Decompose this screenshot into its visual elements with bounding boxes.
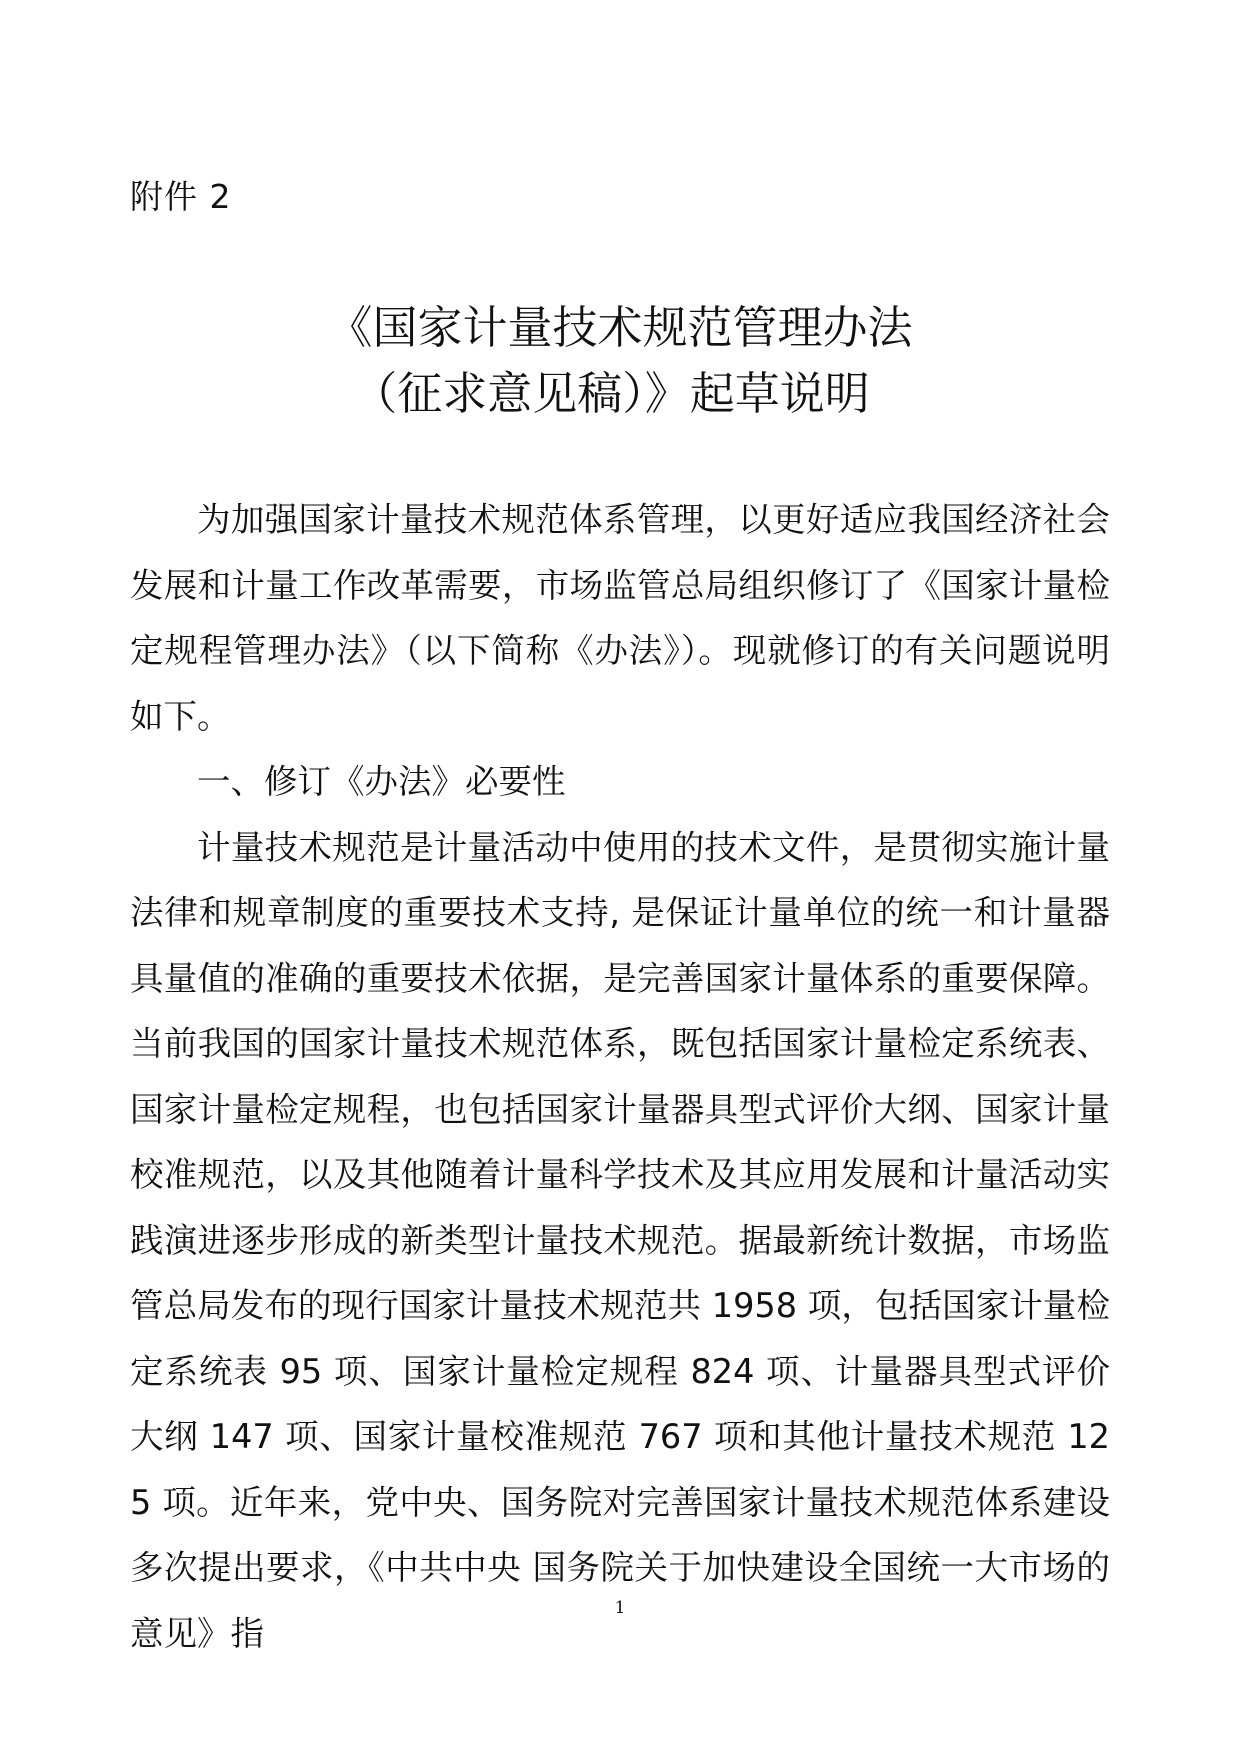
document-body <box>130 487 1110 1666</box>
title-line-1: 《国家计量技术规范管理办法 <box>327 301 913 354</box>
title-line-2: （征求意见稿）》起草说明 <box>352 367 870 420</box>
document-title <box>0 295 1240 427</box>
page-number: 1 <box>614 1598 626 1618</box>
section-heading: 一、修订《办法》必要性 <box>197 762 566 801</box>
intro-paragraph: 为加强国家计量技术规范体系管理，以更好适应我国经济社会发展和计量工作改革需要，市场监管总局组织修订了《国家计量检定规程管理办法》（以下简称《办法》）。现就修订的有关问题说明如下。 <box>130 500 1110 736</box>
body-paragraph: 计量技术规范是计量活动中使用的技术文件，是贯彻实施计量法律和规章制度的重要技术支持, 是保证计量单位的统一和计量器具量值的准确的重要技术依据，是完善国家计量体系的重要保障。当前我国的国家计量技术规范体系，既包括国家计量检定系统表、国家计量检定规程，也包括国家计量器具型式评价大纲、国家计量校准规范，以及其他随着计量科学技术及其应用发展和计量活动实践演进逐步形成的新类型计量技术规范。据最新统计数据，市场监管总局发布的现行国家计量技术规范共 1958 项，包括国家计量检定系统表 95 项、国家计量检定规程 824 项、计量器具型式评价大纲 147 项、国家计量校准规范 767 项和其他计量技术规范 125 项。近年来，党中央、国务院对完善国家计量技术规范体系建设多次提出要求，《中共中央 国务院关于加快建设全国统一大市场的意见》指 <box>130 827 1110 1653</box>
attachment-label: 附件 2 <box>130 177 232 216</box>
